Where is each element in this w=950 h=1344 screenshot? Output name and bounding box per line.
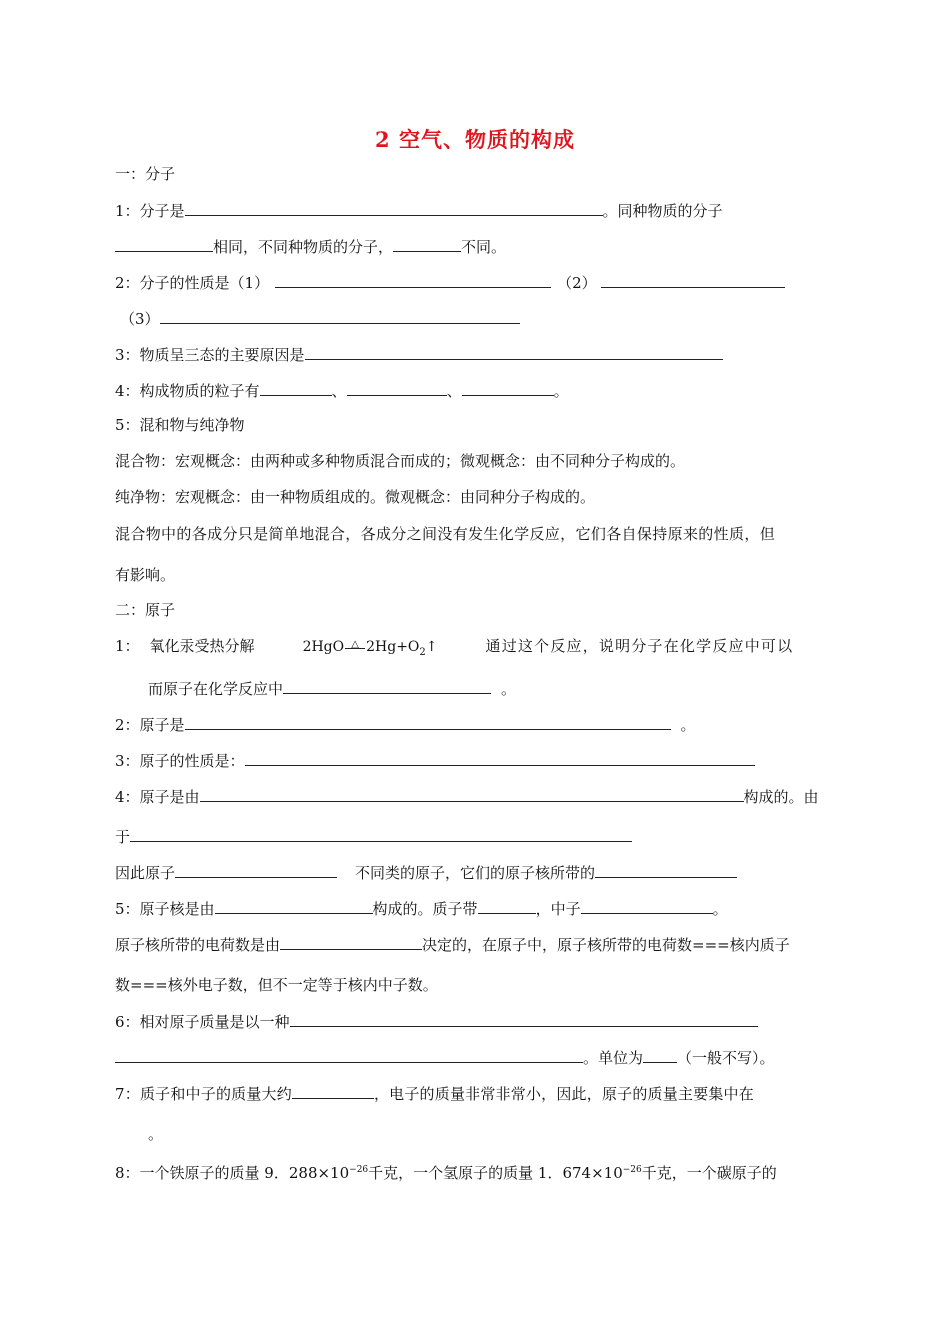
equation-reactant: 2HgO	[302, 639, 345, 655]
hydrogen-mass-exponent: −26	[622, 1165, 642, 1175]
blank-2b[interactable]	[601, 272, 785, 288]
question-1-cont	[115, 236, 506, 257]
question-4-end: 。	[553, 382, 569, 400]
atom-question-2-end: 。	[680, 716, 696, 734]
blank-2c[interactable]	[160, 308, 520, 324]
question-2-text-b: （2）	[557, 274, 597, 292]
section-heading-molecule: 一：分子	[115, 165, 176, 183]
blank-a6c[interactable]	[643, 1047, 677, 1063]
blank-a1[interactable]	[283, 678, 491, 694]
atom-question-6-text-b: 。单位为	[583, 1049, 644, 1067]
iron-mass-exponent: −26	[349, 1165, 369, 1175]
blank-a2[interactable]	[185, 714, 671, 730]
atom-question-8-text-a: 8：一个铁原子的质量 9．288×10	[115, 1164, 350, 1182]
blank-a3[interactable]	[245, 750, 755, 766]
atom-question-1-text-c: 而原子在化学反应中	[148, 680, 284, 698]
nuclear-charge-line-2: 数===核外电子数，但不一定等于核内中子数。	[115, 976, 438, 994]
mixture-definition: 混合物：宏观概念：由两种或多种物质混合而成的；微观概念：由不同种分子构成的。	[115, 452, 686, 470]
atom-question-1-text-a: 氧化汞受热分解	[149, 637, 255, 655]
atom-question-1-cont	[148, 678, 516, 699]
atom-question-6	[115, 1011, 758, 1032]
atom-question-4-text-d: 因此原子	[115, 864, 176, 882]
question-4-label: 4：构成物质的粒子有	[115, 382, 260, 400]
atom-question-2	[115, 714, 696, 735]
question-1-label: 1：分子是	[115, 202, 185, 220]
atom-question-5	[115, 898, 728, 919]
blank-a4c[interactable]	[175, 862, 337, 878]
blank-a4b[interactable]	[130, 826, 632, 842]
blank-a6b[interactable]	[115, 1047, 583, 1063]
question-2-label: 2：分子的性质是（1）	[115, 274, 270, 292]
question-1-text-b: 。同种物质的分子	[602, 202, 723, 220]
atom-question-5-label: 5：原子核是由	[115, 900, 215, 918]
atom-question-7	[115, 1083, 754, 1104]
question-2-cont	[120, 308, 520, 329]
atom-question-3-label: 3：原子的性质是：	[115, 752, 245, 770]
atom-question-5-text-b: 构成的。质子带	[372, 900, 478, 918]
question-3-label: 3：物质呈三态的主要原因是	[115, 346, 305, 364]
atom-question-4	[115, 786, 819, 807]
atom-question-5-end: 。	[712, 900, 728, 918]
question-1-text-d: 不同。	[461, 238, 507, 256]
equation-heat-arrow	[344, 637, 366, 659]
atom-question-6-cont	[115, 1047, 775, 1068]
atom-question-1	[115, 636, 793, 663]
blank-4b[interactable]	[347, 380, 447, 396]
question-2-text-c: （3）	[120, 310, 160, 328]
page-title: 2 空气、物质的构成	[375, 127, 575, 152]
nuclear-charge-text-a: 原子核所带的电荷数是由	[115, 936, 281, 954]
mixture-note-2: 有影响。	[115, 566, 176, 584]
blank-3[interactable]	[305, 344, 723, 360]
blank-a5b[interactable]	[478, 898, 536, 914]
gas-arrow-icon: ↑	[425, 639, 438, 655]
blank-a4a[interactable]	[200, 786, 744, 802]
blank-4a[interactable]	[260, 380, 332, 396]
atom-question-7-label: 7：质子和中子的质量大约	[115, 1085, 292, 1103]
chemical-equation	[302, 639, 438, 658]
atom-question-4-text-b: 构成的。由	[743, 788, 819, 806]
atom-question-1-text-d: 。	[501, 680, 517, 698]
atom-question-6-text-c: （一般不写）。	[677, 1049, 775, 1067]
blank-4c[interactable]	[462, 380, 554, 396]
atom-question-4-text-c: 于	[115, 828, 131, 846]
question-1	[115, 200, 723, 221]
blank-a7[interactable]	[292, 1083, 374, 1099]
heat-condition-icon: △	[351, 639, 359, 650]
question-4-sep-2: 、	[446, 382, 462, 400]
atom-question-7-text-b: ，电子的质量非常非常小，因此，原子的质量主要集中在	[373, 1085, 754, 1103]
atom-question-4-cont	[115, 826, 632, 847]
atom-question-4-text-e: 不同类的原子，它们的原子核所带的	[355, 864, 596, 882]
atom-question-4-label: 4：原子是由	[115, 788, 200, 806]
equation-subscript: 2	[419, 646, 426, 658]
atom-question-2-label: 2：原子是	[115, 716, 185, 734]
atom-question-1-text-b: 通过这个反应，说明分子在化学反应中可以	[485, 637, 794, 655]
blank-a5d[interactable]	[280, 934, 422, 950]
blank-a4d[interactable]	[595, 862, 737, 878]
mixture-note-1: 混合物中的各成分只是简单地混合，各成分之间没有发生化学反应，它们各自保持原来的性质，但	[115, 525, 776, 543]
nuclear-charge-text-b: 决定的，在原子中，原子核所带的电荷数===核内质子	[422, 936, 790, 954]
blank-2a[interactable]	[275, 272, 551, 288]
blank-a5c[interactable]	[581, 898, 713, 914]
equation-products: 2Hg+O	[366, 639, 420, 655]
atom-question-8	[115, 1160, 777, 1183]
question-5: 5：混和物与纯净物	[115, 416, 245, 434]
atom-question-7-end: 。	[148, 1125, 164, 1143]
nuclear-charge-line-1	[115, 934, 790, 955]
atom-question-6-label: 6：相对原子质量是以一种	[115, 1013, 290, 1031]
atom-question-8-text-b: 千克，一个氢原子的质量 1．674×10	[368, 1164, 623, 1182]
atom-question-4-cont-2	[115, 862, 737, 883]
question-2	[115, 272, 785, 293]
question-4	[115, 380, 569, 401]
atom-question-8-text-c: 千克，一个碳原子的	[641, 1164, 777, 1182]
blank-a5a[interactable]	[215, 898, 373, 914]
blank-1c[interactable]	[393, 236, 461, 252]
atom-question-1-num: 1：	[115, 637, 140, 655]
atom-question-5-text-c: ，中子	[535, 900, 581, 918]
question-1-text-c: 相同，不同种物质的分子，	[213, 238, 394, 256]
question-4-sep-1: 、	[331, 382, 347, 400]
blank-a6a[interactable]	[290, 1011, 758, 1027]
pure-substance-definition: 纯净物：宏观概念：由一种物质组成的。微观概念：由同种分子构成的。	[115, 488, 596, 506]
blank-1b[interactable]	[115, 236, 213, 252]
question-3	[115, 344, 723, 365]
blank-1a[interactable]	[185, 200, 603, 216]
section-heading-atom: 二：原子	[115, 601, 176, 619]
atom-question-3	[115, 750, 755, 771]
